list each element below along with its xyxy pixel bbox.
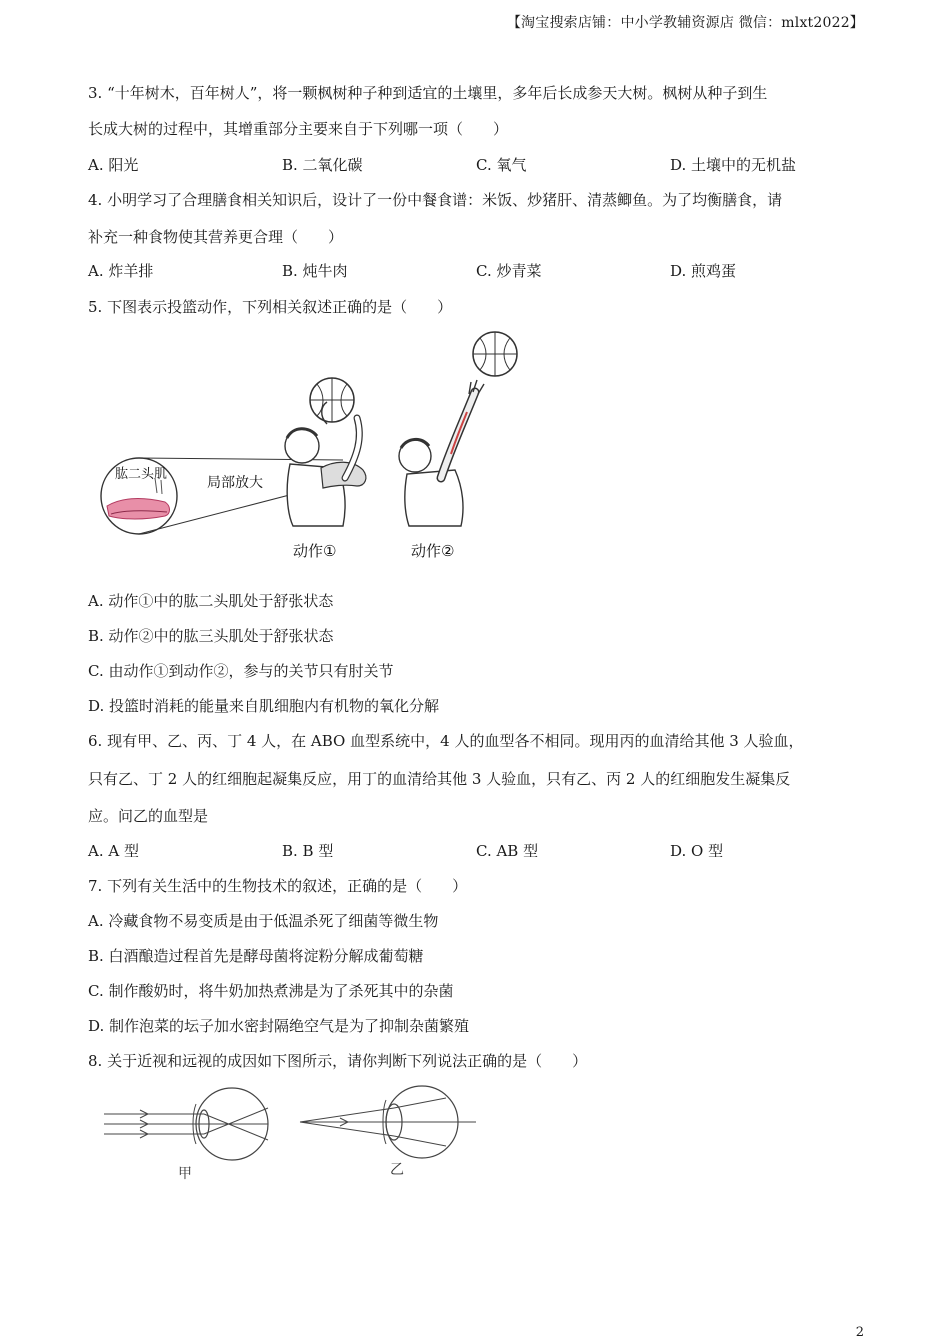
q5-stem: 5. 下图表示投篮动作，下列相关叙述正确的是（ ） [88, 298, 453, 316]
player-action-2 [399, 332, 517, 526]
page-header: 【淘宝搜索店铺：中小学教辅资源店 微信：mlxt2022】 [506, 15, 864, 31]
q3-stem-line2: 长成大树的过程中，其增重部分主要来自于下列哪一项（ ） [88, 120, 509, 138]
q6-option-c: C. AB 型 [476, 842, 539, 860]
q4-stem-line1: 4. 小明学习了合理膳食相关知识后，设计了一份中餐食谱：米饭、炒猪肝、清蒸鲫鱼。为了均衡膳食，请 [88, 191, 783, 209]
q4-stem-line2: 补充一种食物使其营养更合理（ ） [88, 228, 344, 246]
q3-option-b: B. 二氧化碳 [282, 156, 363, 174]
eye-diagrams-figure [100, 1080, 490, 1190]
zoom-label: 局部放大 [207, 475, 263, 491]
magnified-muscle-view [101, 458, 177, 534]
q7-option-b: B. 白酒酿造过程首先是酵母菌将淀粉分解成葡萄糖 [88, 947, 424, 965]
q7-option-d: D. 制作泡菜的坛子加水密封隔绝空气是为了抑制杂菌繁殖 [88, 1017, 470, 1035]
q7-option-c: C. 制作酸奶时，将牛奶加热煮沸是为了杀死其中的杂菌 [88, 982, 454, 1000]
q3-option-c: C. 氧气 [476, 156, 527, 174]
eye-diagram-a [104, 1088, 268, 1160]
eye-label-a: 甲 [178, 1166, 192, 1182]
q5-option-c: C. 由动作①到动作②，参与的关节只有肘关节 [88, 662, 394, 680]
biceps-label: 肱二头肌 [115, 467, 168, 482]
action-1-label: 动作① [293, 542, 337, 560]
q6-stem-line2: 只有乙、丁 2 人的红细胞起凝集反应，用丁的血清给其他 3 人验血，只有乙、丙 2 人的红细胞发生凝集反 [88, 770, 791, 788]
q7-stem: 7. 下列有关生活中的生物技术的叙述，正确的是（ ） [88, 877, 468, 895]
eye-label-b: 乙 [390, 1162, 404, 1178]
q3-stem-line1: 3. “十年树木，百年树人”，将一颗枫树种子种到适宜的土壤里，多年后长成参天大树。枫树从种子到生 [88, 84, 768, 102]
q6-option-a: A. A 型 [88, 842, 139, 860]
q3-option-a: A. 阳光 [88, 156, 139, 174]
q5-option-b: B. 动作②中的肱三头肌处于舒张状态 [88, 627, 334, 645]
q6-stem-line3: 应。问乙的血型是 [88, 807, 209, 825]
q8-stem: 8. 关于近视和远视的成因如下图所示，请你判断下列说法正确的是（ ） [88, 1052, 588, 1070]
action-2-label: 动作② [411, 542, 455, 560]
q4-option-d: D. 煎鸡蛋 [670, 262, 737, 280]
basketball-shooting-figure [95, 328, 535, 568]
q6-option-b: B. B 型 [282, 842, 334, 860]
player-action-1 [285, 378, 366, 526]
q4-option-b: B. 炖牛肉 [282, 262, 348, 280]
q5-option-a: A. 动作①中的肱二头肌处于舒张状态 [88, 592, 334, 610]
page-number: 2 [855, 1325, 864, 1340]
q4-option-c: C. 炒青菜 [476, 262, 542, 280]
q3-option-d: D. 土壤中的无机盐 [670, 156, 797, 174]
q5-option-d: D. 投篮时消耗的能量来自肌细胞内有机物的氧化分解 [88, 697, 440, 715]
q6-stem-line1: 6. 现有甲、乙、丙、丁 4 人，在 ABO 血型系统中，4 人的血型各不相同。现用丙的血清给其他 3 人验血， [88, 732, 804, 750]
q4-option-a: A. 炸羊排 [88, 262, 154, 280]
eye-diagram-b [300, 1086, 476, 1158]
q6-option-d: D. O 型 [670, 842, 724, 860]
q7-option-a: A. 冷藏食物不易变质是由于低温杀死了细菌等微生物 [88, 912, 439, 930]
